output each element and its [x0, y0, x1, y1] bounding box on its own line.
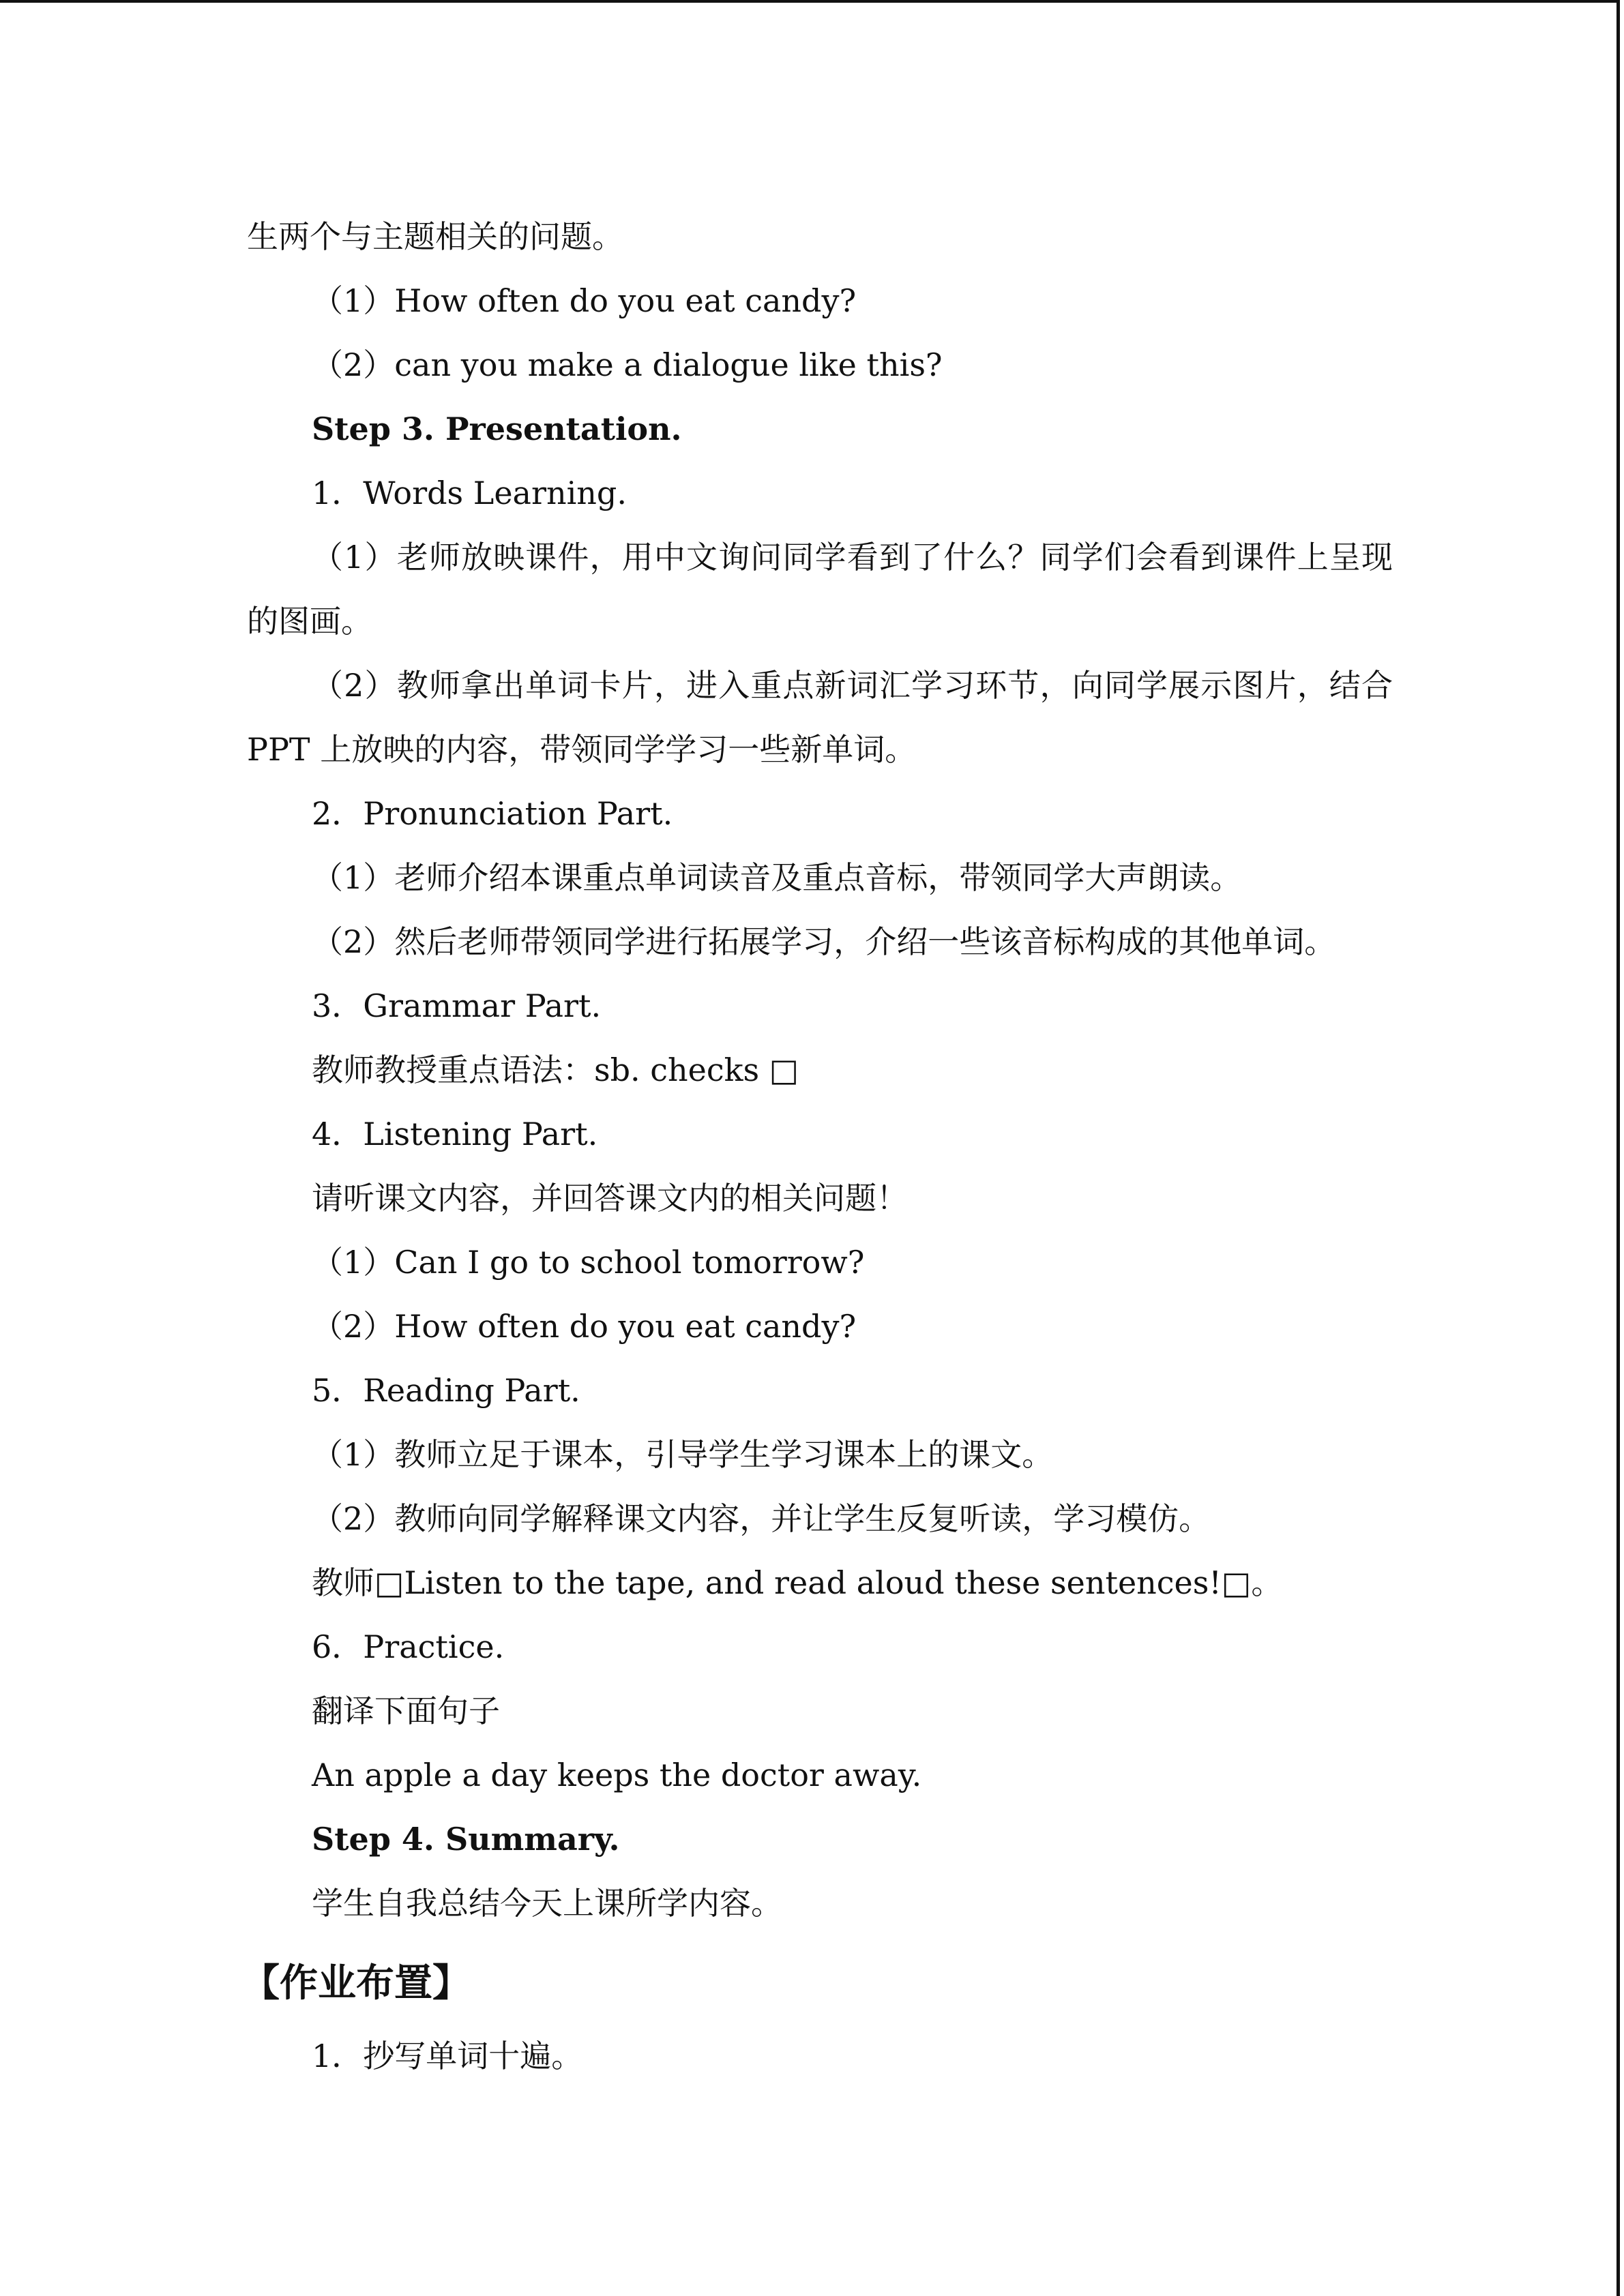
section-title: 6．Practice. [312, 1628, 505, 1665]
paragraph: 请听课文内容，并回答课文内的相关问题！ [312, 1180, 908, 1217]
homework-heading: 【作业布置】 [241, 1960, 471, 2006]
paragraph: 翻译下面句子 [312, 1693, 500, 1729]
question-item: （2）How often do you eat candy? [312, 1308, 857, 1345]
question-item: （1）How often do you eat candy? [312, 282, 857, 319]
section-title: 3．Grammar Part. [312, 987, 602, 1024]
document-body [241, 205, 1393, 2088]
question-item: （1）Can I go to school tomorrow? [312, 1244, 865, 1281]
paragraph-continuation: 生两个与主题相关的问题。 [247, 218, 623, 255]
section-title: 4．Listening Part. [312, 1116, 598, 1152]
question-item: （2）can you make a dialogue like this? [312, 346, 943, 383]
paragraph: 教师教授重点语法：sb. checks □ [312, 1052, 799, 1088]
paragraph: （2）教师拿出单词卡片，进入重点新词汇学习环节，向同学展示图片，结合 PPT 上放映的内容，带领同学学习一些新单词。 [247, 667, 1393, 768]
paragraph: 教师□Listen to the tape, and read aloud these sentences!□。 [312, 1564, 1283, 1601]
paragraph: An apple a day keeps the doctor away. [312, 1757, 922, 1793]
list-item: （2）然后老师带领同学进行拓展学习，介绍一些该音标构成的其他单词。 [312, 923, 1336, 960]
list-item: （2）教师向同学解释课文内容，并让学生反复听读，学习模仿。 [312, 1500, 1211, 1537]
section-title: 2．Pronunciation Part. [312, 795, 673, 832]
step-heading: Step 4. Summary. [312, 1821, 620, 1858]
list-item: （1）老师介绍本课重点单词读音及重点音标，带领同学大声朗读。 [312, 859, 1242, 896]
section-title: 5．Reading Part. [312, 1372, 580, 1409]
paragraph: （1）老师放映课件，用中文询问同学看到了什么？同学们会看到课件上呈现的图画。 [247, 539, 1393, 640]
list-item: （1）教师立足于课本，引导学生学习课本上的课文。 [312, 1436, 1054, 1473]
paragraph: 学生自我总结今天上课所学内容。 [312, 1885, 782, 1922]
step-heading: Step 3. Presentation. [312, 411, 682, 447]
homework-item: 1．抄写单词十遍。 [312, 2038, 583, 2074]
section-title: 1．Words Learning. [312, 475, 627, 511]
